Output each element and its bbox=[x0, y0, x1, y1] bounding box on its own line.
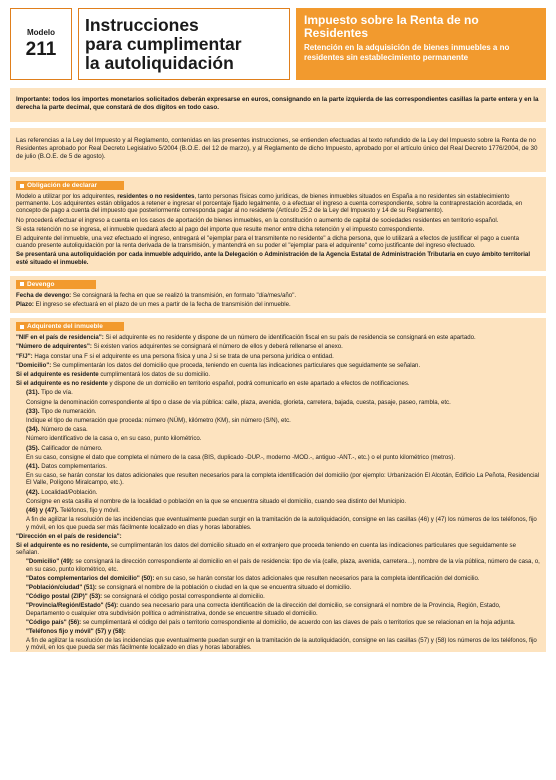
paragraph: "Teléfonos fijo y móvil" (57) y (58): bbox=[26, 627, 126, 635]
label: Plazo: bbox=[16, 301, 34, 309]
bullet-square-icon bbox=[20, 282, 24, 286]
paragraph: A fin de agilizar la resolución de las incidencias que eventualmente puedan surgir en la tramitación de la autoliquidación, consigne en las casillas (46) y (47) los números de los teléfonos, fijo y móvil, en los que pueda ser más fácilmente localizado en días y horas laborables. bbox=[26, 516, 537, 531]
paragraph bbox=[16, 334, 540, 341]
section-tag-label: Adquirente del inmueble bbox=[27, 323, 103, 331]
paragraph: "Dirección en el país de residencia": bbox=[16, 532, 122, 540]
paragraph bbox=[26, 426, 540, 433]
bullet-square-icon bbox=[20, 325, 24, 329]
label: "Código postal (ZIP)" (53): bbox=[26, 593, 103, 601]
paragraph bbox=[26, 558, 540, 572]
label: "Población/ciudad" (51): bbox=[26, 583, 97, 591]
text: se consignará el código postal correspondiente al domicilio. bbox=[102, 593, 265, 601]
section-tag bbox=[16, 280, 96, 289]
paragraph bbox=[26, 389, 540, 396]
paragraph bbox=[16, 292, 540, 299]
label: (33). bbox=[26, 407, 40, 415]
text: Número de casa. bbox=[39, 426, 88, 434]
label: "Datos complementarios del domicilio" (50): bbox=[26, 574, 155, 582]
text: se consignará el nombre de la población o ciudad en la que se encuentra situado el domicilio. bbox=[96, 583, 352, 591]
paragraph bbox=[26, 489, 540, 496]
section-tag-label: Devengo bbox=[27, 280, 55, 288]
text: El ingreso se efectuará en el plazo de un mes a partir de la fecha de transmisión del inmueble. bbox=[33, 301, 291, 309]
paragraph bbox=[26, 602, 540, 616]
label: "Número de adquirentes": bbox=[16, 343, 92, 351]
label: Fecha de devengo: bbox=[16, 291, 72, 299]
tax-title: Impuesto sobre la Renta de no Residentes bbox=[304, 13, 479, 40]
text: Datos complementarios. bbox=[39, 463, 107, 471]
text: Teléfonos, fijo y móvil. bbox=[58, 507, 120, 515]
section-tag bbox=[16, 181, 124, 190]
text: y dispone de un domicilio en territorio español, podrá comunicarlo en este apartado a efectos de notificaciones. bbox=[107, 380, 410, 388]
paragraph bbox=[16, 193, 540, 215]
title-line-3: la autoliquidación bbox=[85, 52, 234, 73]
section-tag-label: Obligación de declarar bbox=[27, 182, 98, 189]
title-box bbox=[78, 8, 290, 80]
paragraph bbox=[26, 463, 540, 470]
text: Haga constar una F si el adquirente es una persona física y una J si se trata de una persona jurídica o entidad. bbox=[32, 352, 334, 360]
text: Se cumplimentarán los datos del domicilio que proceda, teniendo en cuenta las indicaciones particulares que seguidamente se señalan. bbox=[51, 361, 421, 369]
section-header bbox=[16, 280, 540, 289]
text: , tanto personas físicas como jurídicas, de bienes inmuebles situados en España a no residentes sin establecimiento permanente. Los adquirentes están obligados a retener e ingresar el porcentaje fijado legalmente, o a efectuar el ingreso a cuenta correspondiente, sobre la contraprestación acordada, en concepto de pago a cuenta del impuesto que posteriormente corresponda pagar al no residente (Artículo 25.2 de la Ley del Impuesto y 14 de su Reglamento). bbox=[16, 193, 523, 215]
text: Si el adquirente es no residente y dispone de un número de identificación fiscal en su país de residencia se consignará en este apartado. bbox=[103, 334, 476, 342]
section-tag bbox=[16, 322, 124, 331]
text: se cumplimentarán los datos del domicilio situado en el extranjero que proceda teniendo en cuenta las indicaciones particulares que seguidamente se señalan. bbox=[16, 541, 516, 557]
label: Si el adquirente es no residente, bbox=[16, 541, 110, 549]
label: Si el adquirente es no residente bbox=[16, 380, 108, 388]
paragraph bbox=[26, 619, 540, 626]
paragraph: El adquirente del inmueble, una vez efectuado el ingreso, entregará el "ejemplar para el transmitente no residente" a dicha persona, que lo utilizará a efectos de justificar el pago a cuenta cuando presente autoliquidación por la renta derivada de la transmisión, y mantendrá en su poder el "ejemplar para el adquirente" como justificante del ingreso efectuado. bbox=[16, 235, 519, 250]
paragraph bbox=[16, 362, 540, 369]
referencias-note: Las referencias a la Ley del Impuesto y al Reglamento, contenidas en las presentes instrucciones, se entienden efectuadas al texto refundido de la Ley del Impuesto sobre la Renta de no Residentes aprobado por Real Decreto Legislativo 5/2004 (B.O.E. del 12 de marzo), y al Reglamento de dicho Impuesto, aprobado por el artículo único del Real Decreto 1776/2004, de 30 de julio (B.O.E. de 5 de agosto). bbox=[10, 128, 546, 172]
text: Tipo de vía. bbox=[39, 389, 73, 397]
label: (41). bbox=[26, 463, 40, 471]
paragraph: En su caso, se harán constar los datos adicionales que resulten necesarios para la completa identificación del domicilio (por ejemplo: Urbanización El Alcotán, Edificio La Peñota, Residencial El Valle, Polígono Miralcampo, etc.). bbox=[26, 472, 540, 487]
section-adquirente bbox=[10, 318, 546, 651]
label: "Domicilio": bbox=[16, 361, 52, 369]
text: Calificador de número. bbox=[39, 444, 103, 452]
text: Si existen varios adquirentes se consignará el número de ellos y deberá rellenarse el anexo. bbox=[91, 343, 343, 351]
tax-box bbox=[296, 8, 546, 80]
modelo-label: Modelo bbox=[27, 27, 55, 37]
label: (42). bbox=[26, 488, 40, 496]
section-devengo bbox=[10, 276, 546, 313]
paragraph: Consigne la denominación correspondiente al tipo o clase de vía pública: calle, plaza, avenida, glorieta, carretera, bajada, cuesta, pasaje, paseo, rambla, etc. bbox=[26, 398, 451, 406]
section-obligacion bbox=[10, 177, 546, 271]
paragraph bbox=[16, 343, 540, 350]
text: se consignará la dirección correspondiente al domicilio en el país de residencia: tipo de vía (calle, plaza, avenida, carretera...), nombre de la vía pública, número de casa, o, en su caso, punto kilométrico, etc. bbox=[26, 558, 540, 573]
paragraph bbox=[16, 353, 540, 360]
label: "Código país" (56): bbox=[26, 618, 82, 626]
text: Se consignará la fecha en que se realizó la transmisión, en formato "día/mes/año". bbox=[71, 291, 297, 299]
header bbox=[10, 8, 546, 82]
label: (35). bbox=[26, 444, 40, 452]
label: "Domicilio" (49): bbox=[26, 558, 74, 566]
bold-text: residentes o no residentes bbox=[117, 193, 195, 200]
tax-subtitle: Retención en la adquisición de bienes inmuebles a no residentes sin establecimiento permanente bbox=[304, 43, 510, 62]
importante-note: Importante: todos los importes monetarios solicitados deberán expresarse en euros, consignando en la parte izquierda de las correspondientes casillas la parte entera y en la derecha la parte decimal, que constará de dos dígitos en todo caso. bbox=[10, 88, 546, 122]
text: Modelo a utilizar por los adquirentes, bbox=[16, 193, 118, 200]
title-line-1: Instrucciones bbox=[85, 14, 199, 35]
paragraph bbox=[16, 301, 540, 308]
label: Si el adquirente es residente bbox=[16, 371, 99, 379]
paragraph: Si esta retención no se ingresa, el inmueble quedará afecto al pago del importe que resulte menor entre dicha retención y el impuesto correspondiente. bbox=[16, 225, 425, 233]
label: (34). bbox=[26, 426, 40, 434]
paragraph: Indique el tipo de numeración que proceda: número (NÚM), kilómetro (KM), sin número (S/N), etc. bbox=[26, 417, 291, 425]
paragraph bbox=[26, 593, 540, 600]
text: Localidad/Población. bbox=[39, 488, 98, 496]
bullet-square-icon bbox=[20, 184, 24, 188]
casillas-list bbox=[16, 389, 540, 530]
label: "F/J": bbox=[16, 352, 33, 360]
text: Tipo de numeración. bbox=[39, 407, 97, 415]
label: "Provincia/Región/Estado" (54): bbox=[26, 602, 119, 610]
paragraph: A fin de agilizar la resolución de las incidencias que eventualmente puedan surgir en la tramitación de la autoliquidación, consigne en las casillas (57) y (58) los números de los teléfonos, fijo y móvil, en los que pueda ser más fácilmente localizado en días y horas laborables. bbox=[26, 637, 537, 652]
paragraph: En su caso, consigne el dato que completa el número de la casa (BIS, duplicado -DUP.-, moderno -MOD.-, antiguo -ANT.-, etc.) o el punto kilométrico (metros). bbox=[26, 453, 456, 461]
title-line-2: para cumplimentar bbox=[85, 33, 242, 54]
paragraph bbox=[26, 584, 540, 591]
section-header bbox=[16, 322, 540, 331]
label: (46) y (47). bbox=[26, 507, 59, 515]
modelo-number: 211 bbox=[25, 38, 57, 60]
text: en su caso, se harán constar los datos adicionales que resulten necesarios para la completa identificación del domicilio. bbox=[154, 574, 480, 582]
paragraph bbox=[26, 445, 540, 452]
paragraph bbox=[26, 507, 540, 514]
extranjero-list bbox=[16, 558, 540, 651]
label: (31). bbox=[26, 389, 40, 397]
text: cuando sea necesario para una correcta identificación de la dirección del domicilio, se consignará el nombre de la Provincia, Región, Estado, Departamento o cualquier otra subdivisión política o administrativa, donde se encuentre situado el domicilio. bbox=[26, 602, 501, 617]
paragraph: Consigne en esta casilla el nombre de la localidad o población en la que se encuentra situado el domicilio, cuando sea distinto del Municipio. bbox=[26, 497, 407, 505]
paragraph: Se presentará una autoliquidación por cada inmueble adquirido, ante la Delegación o Administración de la Agencia Estatal de Administración Tributaria en cuyo ámbito territorial esté situado el inmueble. bbox=[16, 251, 531, 266]
paragraph bbox=[26, 408, 540, 415]
paragraph: Número identificativo de la casa o, en su caso, punto kilométrico. bbox=[26, 435, 202, 443]
modelo-box bbox=[10, 8, 72, 80]
paragraph bbox=[16, 542, 540, 556]
paragraph bbox=[26, 575, 540, 582]
text: se cumplimentará el código del país o territorio correspondiente al domicilio, de acuerdo con las claves de país o territorios que se relacionan en la hoja adjunta. bbox=[81, 618, 516, 626]
paragraph bbox=[16, 380, 540, 387]
text: cumplimentará los datos de su domicilio. bbox=[98, 371, 211, 379]
paragraph: No procederá efectuar el ingreso a cuenta en los casos de aportación de bienes inmuebles, en la constitución o aumento de capital de sociedades residentes en territorio español. bbox=[16, 216, 499, 224]
label: "NIF en el país de residencia": bbox=[16, 334, 104, 342]
paragraph bbox=[16, 371, 540, 378]
section-header bbox=[16, 181, 540, 190]
